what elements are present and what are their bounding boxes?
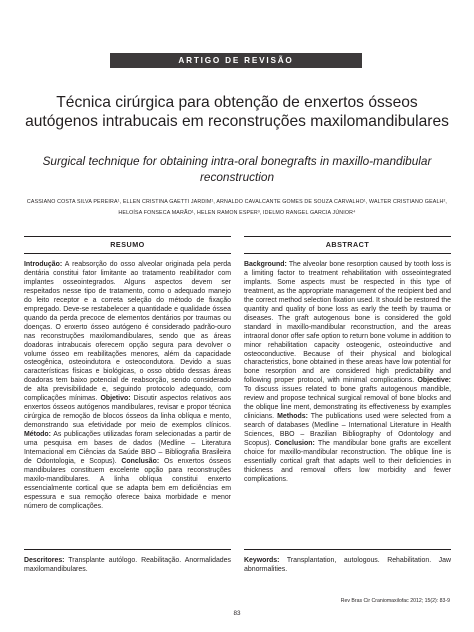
abstract-keywords-label: Keywords: (244, 557, 280, 564)
resumo-keywords-text: Transplante autólogo. Reabilitação. Anormalidades maxilomandibulares. (24, 557, 231, 573)
abstract-conclusion-label: Conclusion: (274, 440, 315, 448)
abstract-background-text: The alveolar bone resorption caused by tooth loss is a limiting factor to treatment rehabilitation with osseointegrated implants. Some aspects must be respected in this type of treatment, as the appropriate management of the recipient bed and the correct method selection fixation used. It should be restored the quantity and quality of bone loss as early the teeth by trauma or diseases. The graft autogenous bone is considered the gold standard in maxillo-mandibular reconstruction, and the areas intraoral donor offer safe option to return bone volume in addition to minor rehabilitation capacity osteogenic, osteoinductive and osteoconductive. Because of their physical and biological characteristics, bone obtained in these areas have low potential for bone resorption and are considered high predictability and following proper protocol, with minimal complications. (244, 261, 451, 385)
abstract-column (244, 236, 451, 575)
resumo-objective-label: Objetivo: (100, 395, 131, 403)
author-list: CASSIANO COSTA SILVA PEREIRA¹, ELLEN CRISTINA GAETTI JARDIM¹, ARNALDO CAVALCANTE GOMES DE SOUZA CARVALHO¹, WALTER CRISTIANO GEALH², HELOÍSA FONSECA MARÃO¹, HELEN RAMON ESPER³, IDELMO RANGEL GARCIA JÚNIOR⁴ (26, 199, 448, 216)
resumo-heading: RESUMO (110, 240, 145, 249)
abstract-conclusion-text: The mandibular bone grafts are excellent choice for maxillo-mandibular reconstruction. The oblique line is essentially cortical graft that adapts well to their deficiencies in thickness and removal offers low morbidity and fewer complications. (244, 440, 451, 483)
resumo-intro-label: Introdução: (24, 261, 63, 268)
journal-reference: Rev Bras Cir Craniomaxilofac 2012; 15(2): 83-9 (340, 598, 450, 604)
resumo-keywords (24, 553, 231, 575)
abstract-methods-label: Methods: (277, 413, 308, 421)
resumo-intro-text: A reabsorção do osso alveolar originada pela perda dentária constitui fator limitante ao tratamento reabilitador com implantes osseointegrados. Alguns aspectos devem ser respeitados nesse tipo de tratamento, como o adequado manejo do leito receptor e a correta seleção do método de fixação empregado. Deve-se restabelecer a quantidade e qualidade óssea quando da perda precoce de elementos dentários por traumas ou doenças. O enxerto ósseo autógeno é considerado padrão-ouro nas reconstruções maxilomandibulares, sendo que as áreas doadoras intrabucais oferecem opção segura para devolver o volume ósseo em reabilitações menores, além da capacidade osteogênica, osteoindutora e osteocondutora. Devido a suas características físicas e biológicas, o osso obtido dessas áreas doadoras tem baixo potencial de reabsorção, sendo considerado de alta previsibilidade e, seguindo protocolo adequado, com complicações mínimas. (24, 261, 231, 403)
resumo-keywords-label: Descritores: (24, 557, 65, 564)
article-title-en: Surgical technique for obtaining intra-oral bonegrafts in maxillo-mandibular reconstruction (42, 154, 432, 184)
column-rule (24, 236, 231, 237)
resumo-conclusion-text: Os enxertos ósseos mandibulares constituem excelente opção para reconstruções maxilo-mandibulares. A linha oblíqua constitui enxerto essencialmente cortical que se adapta bem em deficiências em espessura e sua remoção oferece baixa morbidade e menor número de complicações. (24, 457, 231, 510)
resumo-body (24, 254, 231, 549)
abstract-methods-text: The publications used were selected from a search of databases (Medline – International Literature in Health Sciences, BBO – Brazilian Bibliography of Odontology and Scopus). (244, 413, 451, 448)
column-rule (244, 236, 451, 237)
article-title-pt: Técnica cirúrgica para obtenção de enxertos ósseos autógenos intrabucais em reconstruções maxilomandibulares (25, 94, 449, 130)
abstract-keywords-text: Transplantation, autologous. Rehabilitation. Jaw abnormalities. (244, 557, 451, 573)
abstract-keywords (244, 553, 451, 575)
resumo-objective-text: Discutir aspectos relativos aos enxertos ósseos autógenos mandibulares, revisar e propor técnica cirúrgica de remoção de blocos ósseos da linha oblíqua e mento, demonstrando sua efetividade por meio de exemplos clínicos. (24, 395, 231, 430)
column-rule (244, 549, 451, 550)
abstract-objective-text: To discuss issues related to bone grafts autogenous mandible, review and propose technical surgical removal of bone blocks and the oblique line ment, demonstrating its effectiveness by examples clinicians. (244, 386, 451, 421)
resumo-method-label: Método: (24, 431, 51, 439)
abstract-body (244, 254, 451, 549)
page-number: 83 (233, 610, 241, 617)
resumo-column (24, 236, 231, 575)
resumo-conclusion-label: Conclusão: (121, 457, 160, 465)
abstract-objective-label: Objective: (417, 377, 451, 385)
abstract-heading: ABSTRACT (325, 240, 370, 249)
abstract-background-label: Background: (244, 261, 287, 268)
column-rule (24, 549, 231, 550)
section-label: ARTIGO DE REVISÃO (110, 53, 362, 68)
resumo-method-text: As publicações utilizadas foram selecionadas a partir de uma pesquisa em bases de dados (Medline – Literatura Internacional em Ciências da Saúde BBO – Bibliografia Brasileira de Odontologia, e Scopus). (24, 431, 231, 465)
